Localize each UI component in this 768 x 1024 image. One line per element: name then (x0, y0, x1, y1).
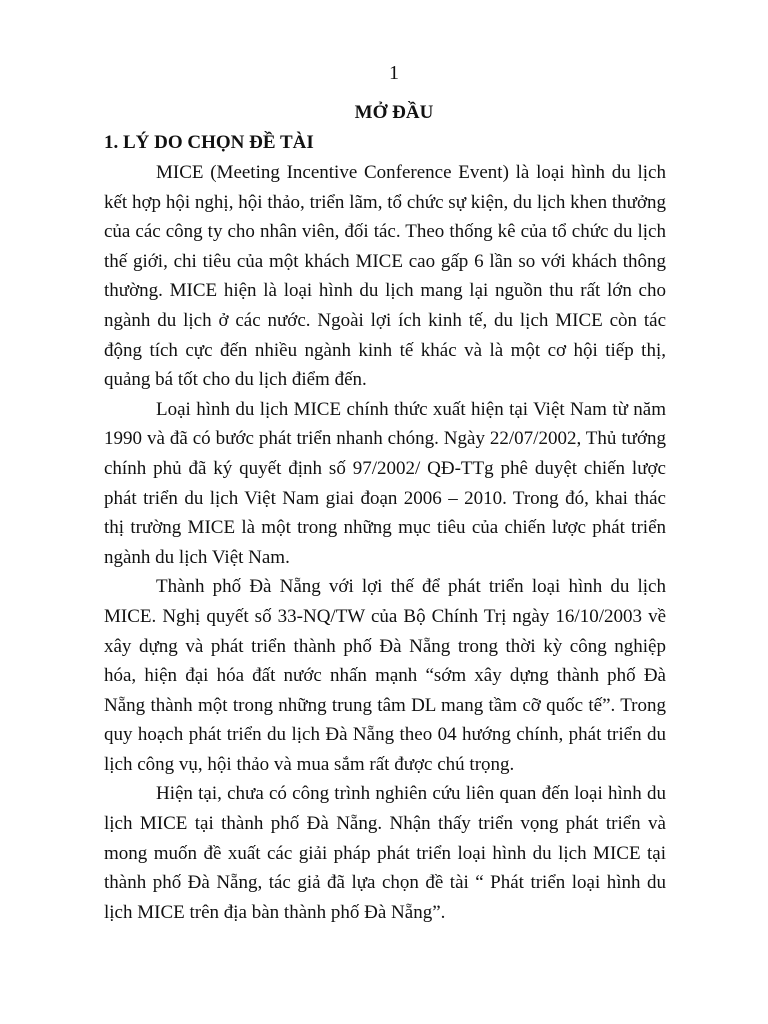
section-heading: 1. LÝ DO CHỌN ĐỀ TÀI (104, 132, 314, 153)
document-title: MỞ ĐẦU (354, 102, 434, 123)
paragraph-2: Loại hình du lịch MICE chính thức xuất hiện tại Việt Nam từ năm 1990 và đã có bước phát triển nhanh chóng. Ngày 22/07/2002, Thủ tướng chính phủ đã ký quyết định số 97/2002/ QĐ-TTg phê duyệt chiến lược phát triển du lịch Việt Nam giai đoạn 2006 – 2010. Trong đó, khai thác thị trường MICE là một trong những mục tiêu của chiến lược phát triển ngành du lịch Việt Nam. (104, 398, 666, 568)
paragraph-1: MICE (Meeting Incentive Conference Event) là loại hình du lịch kết hợp hội nghị, hội thảo, triển lãm, tổ chức sự kiện, du lịch khen thưởng của các công ty cho nhân viên, đối tác. Theo thống kê của tổ chức du lịch thế giới, chi tiêu của một khách MICE cao gấp 6 lần so với khách thông thường. MICE hiện là loại hình du lịch mang lại nguồn thu rất lớn cho ngành du lịch ở các nước. Ngoài lợi ích kinh tế, du lịch MICE còn tác động tích cực đến nhiều ngành kinh tế khác và là một cơ hội tiếp thị, quảng bá tốt cho du lịch điểm đến. (104, 162, 666, 391)
paragraph-4: Hiện tại, chưa có công trình nghiên cứu liên quan đến loại hình du lịch MICE tại thành phố Đà Nẵng. Nhận thấy triển vọng phát triển và mong muốn đề xuất các giải pháp phát triển loại hình du lịch MICE tại thành phố Đà Nẵng, tác giả đã lựa chọn đề tài “ Phát triển loại hình du lịch MICE trên địa bàn thành phố Đà Nẵng”. (104, 783, 666, 923)
page-number: 1 (389, 62, 399, 84)
paragraph-3: Thành phố Đà Nẵng với lợi thế để phát triển loại hình du lịch MICE. Nghị quyết số 33-NQ/TW của Bộ Chính Trị ngày 16/10/2003 về xây dựng và phát triển thành phố Đà Nẵng trong thời kỳ công nghiệp hóa, hiện đại hóa đất nước nhấn mạnh “sớm xây dựng thành phố Đà Nẵng thành một trong những trung tâm DL mang tầm cỡ quốc tế”. Trong quy hoạch phát triển du lịch Đà Nẵng theo 04 hướng chính, phát triển du lịch công vụ, hội thảo và mua sắm rất được chú trọng. (104, 576, 666, 775)
